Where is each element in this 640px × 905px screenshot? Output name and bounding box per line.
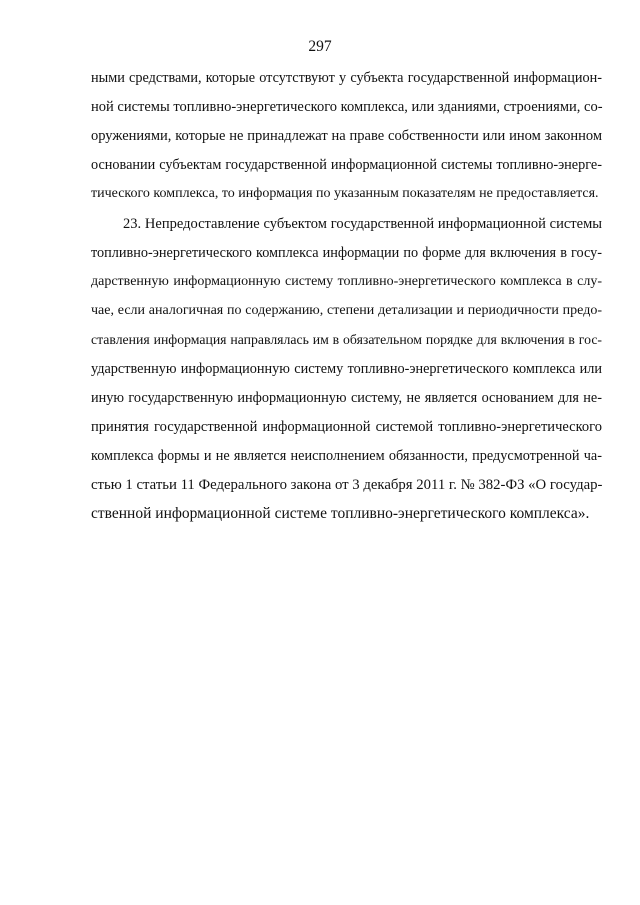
paragraph-1-line: тического комплекса, то информация по указанным показателям не предоставляется. [91,186,599,201]
paragraph-2-line: ственной информационной системе топливно-энергетического комплекса». [91,505,590,522]
paragraph-2-line: 23. Непредоставление субъектом государственной информационной системы [123,216,602,232]
paragraph-1-line: оружениями, которые не принадлежат на праве собственности или ином законном [91,128,602,144]
paragraph-1-line: ной системы топливно-энергетического комплекса, или зданиями, строениями, со- [91,99,603,115]
paragraph-1-line: основании субъектам государственной информационной системы топливно-энерге- [91,157,602,173]
paragraph-2-line: ударственную информационную систему топливно-энергетического комплекса или [91,361,602,377]
paragraph-2-line: дарственную информационную систему топливно-энергетического комплекса в слу- [91,274,602,289]
paragraph-2-line: топливно-энергетического комплекса информации по форме для включения в госу- [91,245,602,261]
paragraph-2-line: чае, если аналогичная по содержанию, степени детализации и периодичности предо- [91,303,602,318]
paragraph-2-line: комплекса формы и не является неисполнением обязанности, предусмотренной ча- [91,448,602,464]
paragraph-2-line: принятия государственной информационной системой топливно-энергетического [91,419,602,435]
paragraph-2-line: стью 1 статьи 11 Федерального закона от 3 декабря 2011 г. № 382-ФЗ «О государ- [91,477,603,493]
paragraph-2-line: ставления информация направлялась им в обязательном порядке для включения в гос- [91,332,602,347]
paragraph-1-line: ными средствами, которые отсутствуют у субъекта государственной информацион- [91,70,602,86]
page-number: 297 [308,38,332,55]
paragraph-2-line: иную государственную информационную систему, не является основанием для не- [91,390,602,406]
